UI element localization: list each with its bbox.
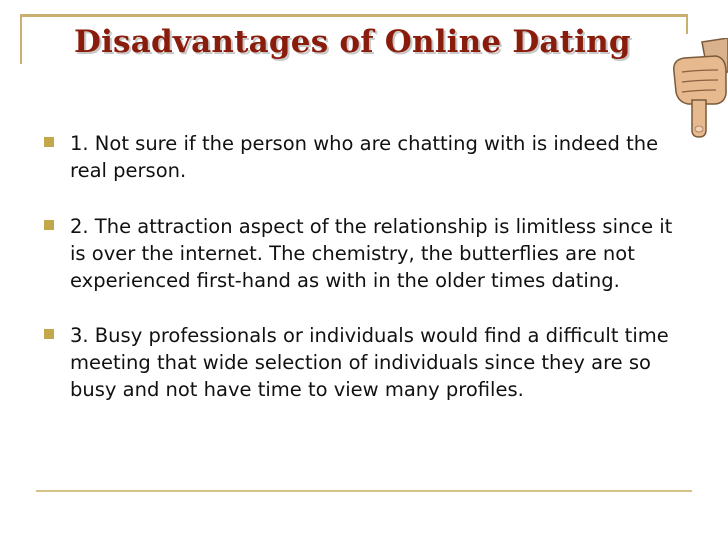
bullet-item bbox=[44, 130, 684, 184]
bullet-text: 1. Not sure if the person who are chatting with is indeed the real person. bbox=[70, 132, 659, 182]
bullet-square-icon bbox=[44, 220, 54, 230]
bullet-item bbox=[44, 322, 684, 403]
bullet-square-icon bbox=[44, 329, 54, 339]
thumbs-down-icon bbox=[668, 38, 728, 138]
bullet-text: 2. The attraction aspect of the relationship is limitless since it is over the internet. The chemistry, the butterflies are not experienced first-hand as with in the older times dating. bbox=[70, 215, 673, 292]
bullet-square-icon bbox=[44, 137, 54, 147]
top-right-frame-line bbox=[686, 14, 688, 34]
footer-divider bbox=[36, 490, 692, 492]
slide-title: Disadvantages of Online Dating bbox=[74, 24, 631, 60]
bullet-item bbox=[44, 213, 684, 294]
left-frame-line bbox=[20, 14, 22, 64]
top-frame-line bbox=[20, 14, 686, 17]
bullet-list bbox=[44, 130, 684, 431]
bullet-text: 3. Busy professionals or individuals would find a difficult time meeting that wide selection of individuals since they are so busy and not have time to view many profiles. bbox=[70, 324, 669, 401]
